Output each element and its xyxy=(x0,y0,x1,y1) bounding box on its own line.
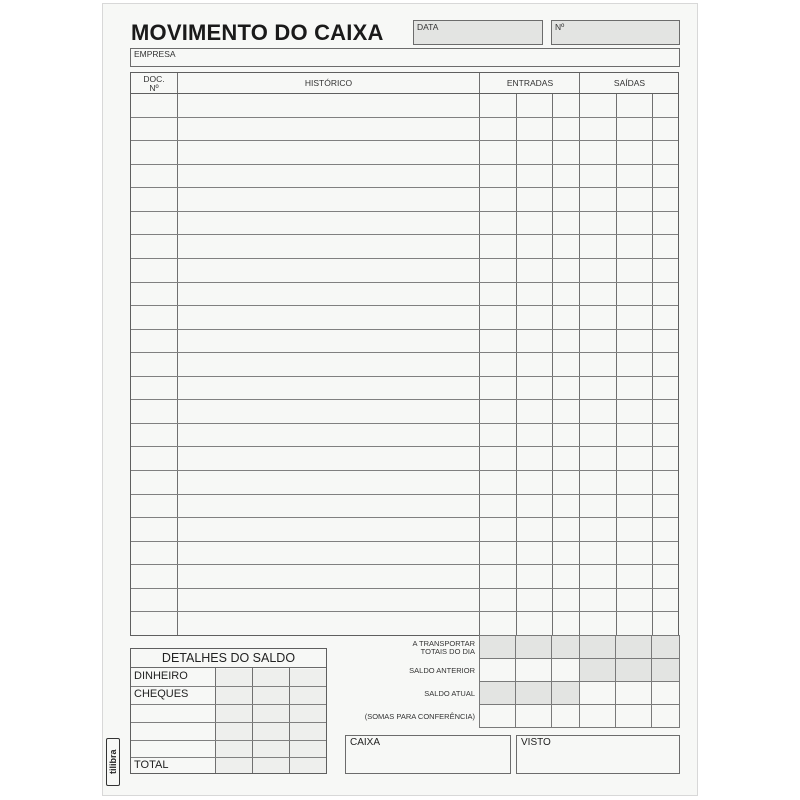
entradas-header: ENTRADAS xyxy=(506,78,554,88)
saldo-value-cell[interactable] xyxy=(253,705,289,722)
totals-cell[interactable] xyxy=(551,704,580,728)
totals-label-block xyxy=(360,640,475,656)
subcolumn-divider xyxy=(616,93,617,635)
form-title: MOVIMENTO DO CAIXA xyxy=(131,20,384,45)
subcolumn-divider xyxy=(516,93,517,635)
totals-cell[interactable] xyxy=(579,658,616,682)
saldo-value-cell[interactable] xyxy=(253,741,289,757)
saldo-value-cell[interactable] xyxy=(216,687,252,704)
ledger-row-line xyxy=(131,446,678,447)
detalhes-saldo-box xyxy=(130,648,327,774)
cheques-label: CHEQUES xyxy=(134,688,189,700)
saldo-atual-label: SALDO ATUAL xyxy=(424,689,475,698)
ledger-row-line xyxy=(131,588,678,589)
saldo-value-cell[interactable] xyxy=(253,687,289,704)
saldo-value-cell[interactable] xyxy=(290,687,326,704)
totals-cell[interactable] xyxy=(615,658,652,682)
totals-cell[interactable] xyxy=(479,681,516,705)
ledger-row-line xyxy=(131,329,678,330)
totals-cell[interactable] xyxy=(615,704,652,728)
totals-cell[interactable] xyxy=(551,681,580,705)
dinheiro-label: DINHEIRO xyxy=(134,670,188,682)
caixa-field[interactable] xyxy=(345,735,511,774)
saldo-value-cell[interactable] xyxy=(290,758,326,773)
totals-cell[interactable] xyxy=(651,704,680,728)
ledger-table xyxy=(130,72,679,636)
totals-cell[interactable] xyxy=(651,658,680,682)
ledger-row-line xyxy=(131,140,678,141)
totals-cell[interactable] xyxy=(551,658,580,682)
ledger-row-line xyxy=(131,282,678,283)
saldo-value-cell[interactable] xyxy=(216,669,252,686)
detalhes-saldo-title: DETALHES DO SALDO xyxy=(131,649,326,668)
saldo-value-cell[interactable] xyxy=(290,723,326,740)
total-label: TOTAL xyxy=(134,759,169,771)
totals-cell[interactable] xyxy=(615,635,652,659)
totals-cell[interactable] xyxy=(579,635,616,659)
totals-cell[interactable] xyxy=(479,658,516,682)
data-label: DATA xyxy=(417,22,439,32)
totals-cell[interactable] xyxy=(615,681,652,705)
empresa-field[interactable] xyxy=(130,48,680,67)
totals-cell[interactable] xyxy=(651,681,680,705)
doc-header xyxy=(131,75,177,93)
saldo-value-cell[interactable] xyxy=(253,723,289,740)
ledger-row-line xyxy=(131,494,678,495)
header-divider xyxy=(131,93,678,94)
visto-field[interactable] xyxy=(516,735,680,774)
visto-label: VISTO xyxy=(521,737,551,748)
subcolumn-divider xyxy=(652,93,653,635)
ledger-row-line xyxy=(131,376,678,377)
ledger-row-line xyxy=(131,258,678,259)
numero-field[interactable] xyxy=(551,20,680,45)
saldo-value-cell[interactable] xyxy=(216,741,252,757)
totals-cell[interactable] xyxy=(651,635,680,659)
saldo-anterior-label: SALDO ANTERIOR xyxy=(409,666,475,675)
doc-header-line2: Nº xyxy=(149,83,159,93)
totals-cell[interactable] xyxy=(479,704,516,728)
ledger-row-line xyxy=(131,211,678,212)
ledger-row-line xyxy=(131,517,678,518)
saldo-value-cell[interactable] xyxy=(290,741,326,757)
totals-cell[interactable] xyxy=(515,681,552,705)
totais-do-dia-label: TOTAIS DO DIA xyxy=(420,647,475,656)
empresa-label: EMPRESA xyxy=(134,49,176,59)
column-divider xyxy=(479,73,480,635)
saidas-header: SAÍDAS xyxy=(613,78,646,88)
data-field[interactable] xyxy=(413,20,543,45)
a-transportar-label: A TRANSPORTAR xyxy=(412,639,475,648)
totals-cell[interactable] xyxy=(515,658,552,682)
ledger-row-line xyxy=(131,187,678,188)
ledger-row-line xyxy=(131,423,678,424)
doc-header-line1: DOC. xyxy=(143,74,165,84)
saldo-value-cell[interactable] xyxy=(216,705,252,722)
saldo-value-cell[interactable] xyxy=(216,758,252,773)
saldo-value-cell[interactable] xyxy=(216,723,252,740)
historico-header: HISTÓRICO xyxy=(304,78,353,88)
saldo-value-cell[interactable] xyxy=(253,669,289,686)
ledger-row-line xyxy=(131,164,678,165)
saldo-value-cell[interactable] xyxy=(253,758,289,773)
column-divider xyxy=(579,73,580,635)
saldo-value-cell[interactable] xyxy=(290,705,326,722)
ledger-row-line xyxy=(131,117,678,118)
caixa-label: CAIXA xyxy=(350,737,381,748)
numero-label: Nº xyxy=(555,22,565,32)
ledger-row-line xyxy=(131,611,678,612)
ledger-row-line xyxy=(131,541,678,542)
totals-cell[interactable] xyxy=(551,635,580,659)
ledger-row-line xyxy=(131,399,678,400)
totals-cell[interactable] xyxy=(479,635,516,659)
totals-cell[interactable] xyxy=(515,635,552,659)
totals-cell[interactable] xyxy=(579,681,616,705)
column-divider xyxy=(177,73,178,635)
saldo-value-cell[interactable] xyxy=(290,669,326,686)
somas-label: (SOMAS PARA CONFERÊNCIA) xyxy=(364,712,475,721)
ledger-row-line xyxy=(131,234,678,235)
ledger-row-line xyxy=(131,305,678,306)
totals-cell[interactable] xyxy=(579,704,616,728)
ledger-row-line xyxy=(131,564,678,565)
ledger-row-line xyxy=(131,352,678,353)
totals-cell[interactable] xyxy=(515,704,552,728)
subcolumn-divider xyxy=(552,93,553,635)
brand-logo: tilibra xyxy=(106,738,120,786)
ledger-row-line xyxy=(131,470,678,471)
